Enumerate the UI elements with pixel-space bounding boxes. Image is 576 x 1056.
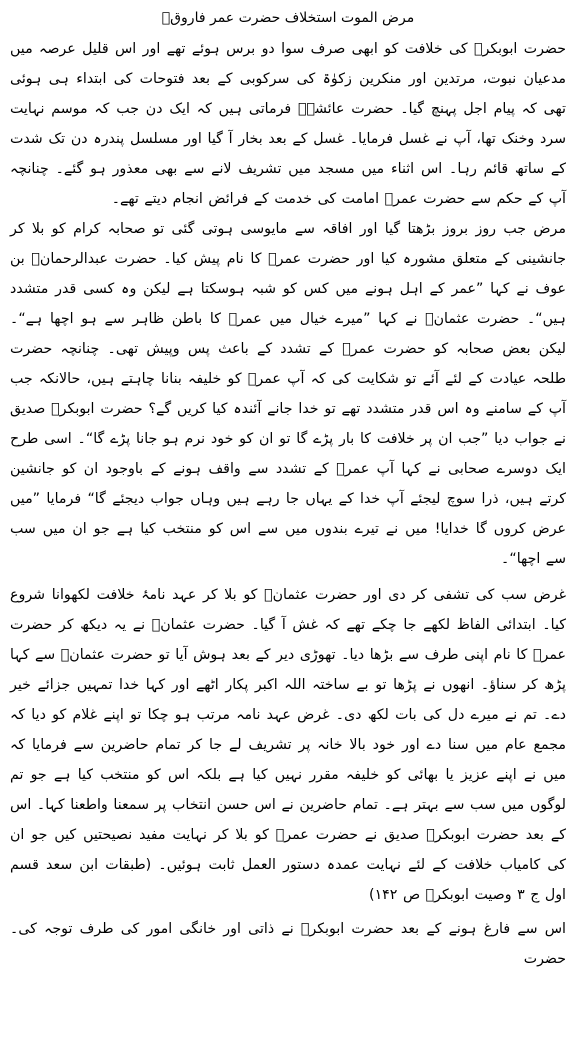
paragraph-covenant-writing: غرض سب کی تشفی کر دی اور حضرت عثمانؓ کو بلا کر عہد نامۂ خلافت لکھوانا شروع کیا۔ ابتدائی الفاظ لکھے جا چکے تھے کہ غش آ گیا۔ حضرت عثمانؓ نے یہ دیکھ کر حضرت عمرؓ کا نام اپنی طرف سے بڑھا دیا۔ تھوڑی دیر کے بعد ہوش آیا تو حضرت عثمانؓ سے کہا پڑھ کر سناؤ۔ انھوں نے پڑھا تو بے ساختہ اللہ اکبر پکار اٹھے اور کہا خدا تمہیں جزائے خیر دے۔ تم نے میرے دل کی بات لکھ دی۔ غرض عہد نامہ مرتب ہو چکا تو اپنے غلام کو دیا کہ مجمع عام میں سنا دے اور خود بالا خانہ پر تشریف لے جا کر تمام حاضرین سے فرمایا کہ میں نے اپنے عزیز یا بھائی کو خلیفہ مقرر نہیں کیا ہے بلکہ اس کو منتخب کیا ہے جو تم لوگوں میں سب سے بہتر ہے۔ تمام حاضرین نے اس حسن انتخاب پر سمعنا واطعنا کہا۔ اس کے بعد حضرت ابوبکرؓ صدیق نے حضرت عمرؓ کو بلا کر نہایت مفید نصیحتیں کیں جو ان کی کامیاب خلافت کے لئے نہایت عمدہ دستور العمل ثابت ہوئیں۔ (طبقات ابن سعد قسم اول ج ۳ وصیت ابوبکرؓ ص ۱۴۲) — [10, 587, 566, 903]
paragraph-succession-consultation: مرض جب روز بروز بڑھتا گیا اور افاقہ سے مایوسی ہوتی گئی تو صحابہ کرام کو بلا کر جانشینی کے متعلق مشورہ کیا اور حضرت عمرؓ کا نام پیش کیا۔ حضرت عبدالرحمانؓ بن عوف نے کہا ”عمر کے اہل ہونے میں کس کو شبہ ہوسکتا ہے لیکن وہ کسی قدر متشدد ہیں“۔ حضرت عثمانؓ نے کہا ”میرے خیال میں عمرؓ کا باطن ظاہر سے ہو اچھا ہے“۔ لیکن بعض صحابہ کو حضرت عمرؓ کے تشدد کے باعث پس وپیش تھی۔ چنانچہ حضرت طلحہ عیادت کے لئے آئے تو شکایت کی کہ آپ عمرؓ کو خلیفہ بنانا چاہتے ہیں، حالانکہ جب آپ کے سامنے وہ اس قدر متشدد تھے تو خدا جانے آئندہ کیا کریں گے؟ حضرت ابوبکرؓ صدیق نے جواب دیا ”جب ان پر خلافت کا بار پڑے گا تو ان کو خود نرم ہو جانا پڑے گا“۔ اسی طرح ایک دوسرے صحابی نے کہا آپ عمرؓ کے تشدد سے واقف ہونے کے باوجود ان کو جانشین کرتے ہیں، ذرا سوچ لیجئے آپ خدا کے یہاں جا رہے ہیں وہاں جواب دیجئے گا“ فرمایا ”میں عرض کروں گا خدایا! میں نے تیرے بندوں میں سے اس کو منتخب کیا ہے جو ان میں سب سے اچھا“۔ — [10, 221, 566, 567]
paragraph-illness-onset: حضرت ابوبکرؓ کی خلافت کو ابھی صرف سوا دو برس ہوئے تھے اور اس قلیل عرصہ میں مدعیان نبوت، مرتدین اور منکرین زکوٰۃ کی سرکوبی کے بعد فتوحات کی ابتداء ہی ہوئی تھی کہ پیام اجل پہنچ گیا۔ حضرت عائشہؓ فرماتی ہیں کہ ایک دن جب کہ موسم نہایت سرد وخنک تھا، آپ نے غسل فرمایا۔ غسل کے بعد بخار آ گیا اور مسلسل پندرہ دن تک شدت کے ساتھ قائم رہا۔ اس اثناء میں مسجد میں تشریف لانے سے بھی معذور ہو گئے۔ چنانچہ آپ کے حکم سے حضرت عمرؓ امامت کی خدمت کے فرائض انجام دیتے تھے۔ — [10, 41, 566, 207]
page-title: مرض الموت استخلاف حضرت عمر فاروقؓ — [161, 10, 415, 26]
paragraph-personal-affairs: اس سے فارغ ہونے کے بعد حضرت ابوبکرؓ نے ذاتی اور خانگی امور کی طرف توجہ کی۔ حضرت — [10, 921, 566, 967]
